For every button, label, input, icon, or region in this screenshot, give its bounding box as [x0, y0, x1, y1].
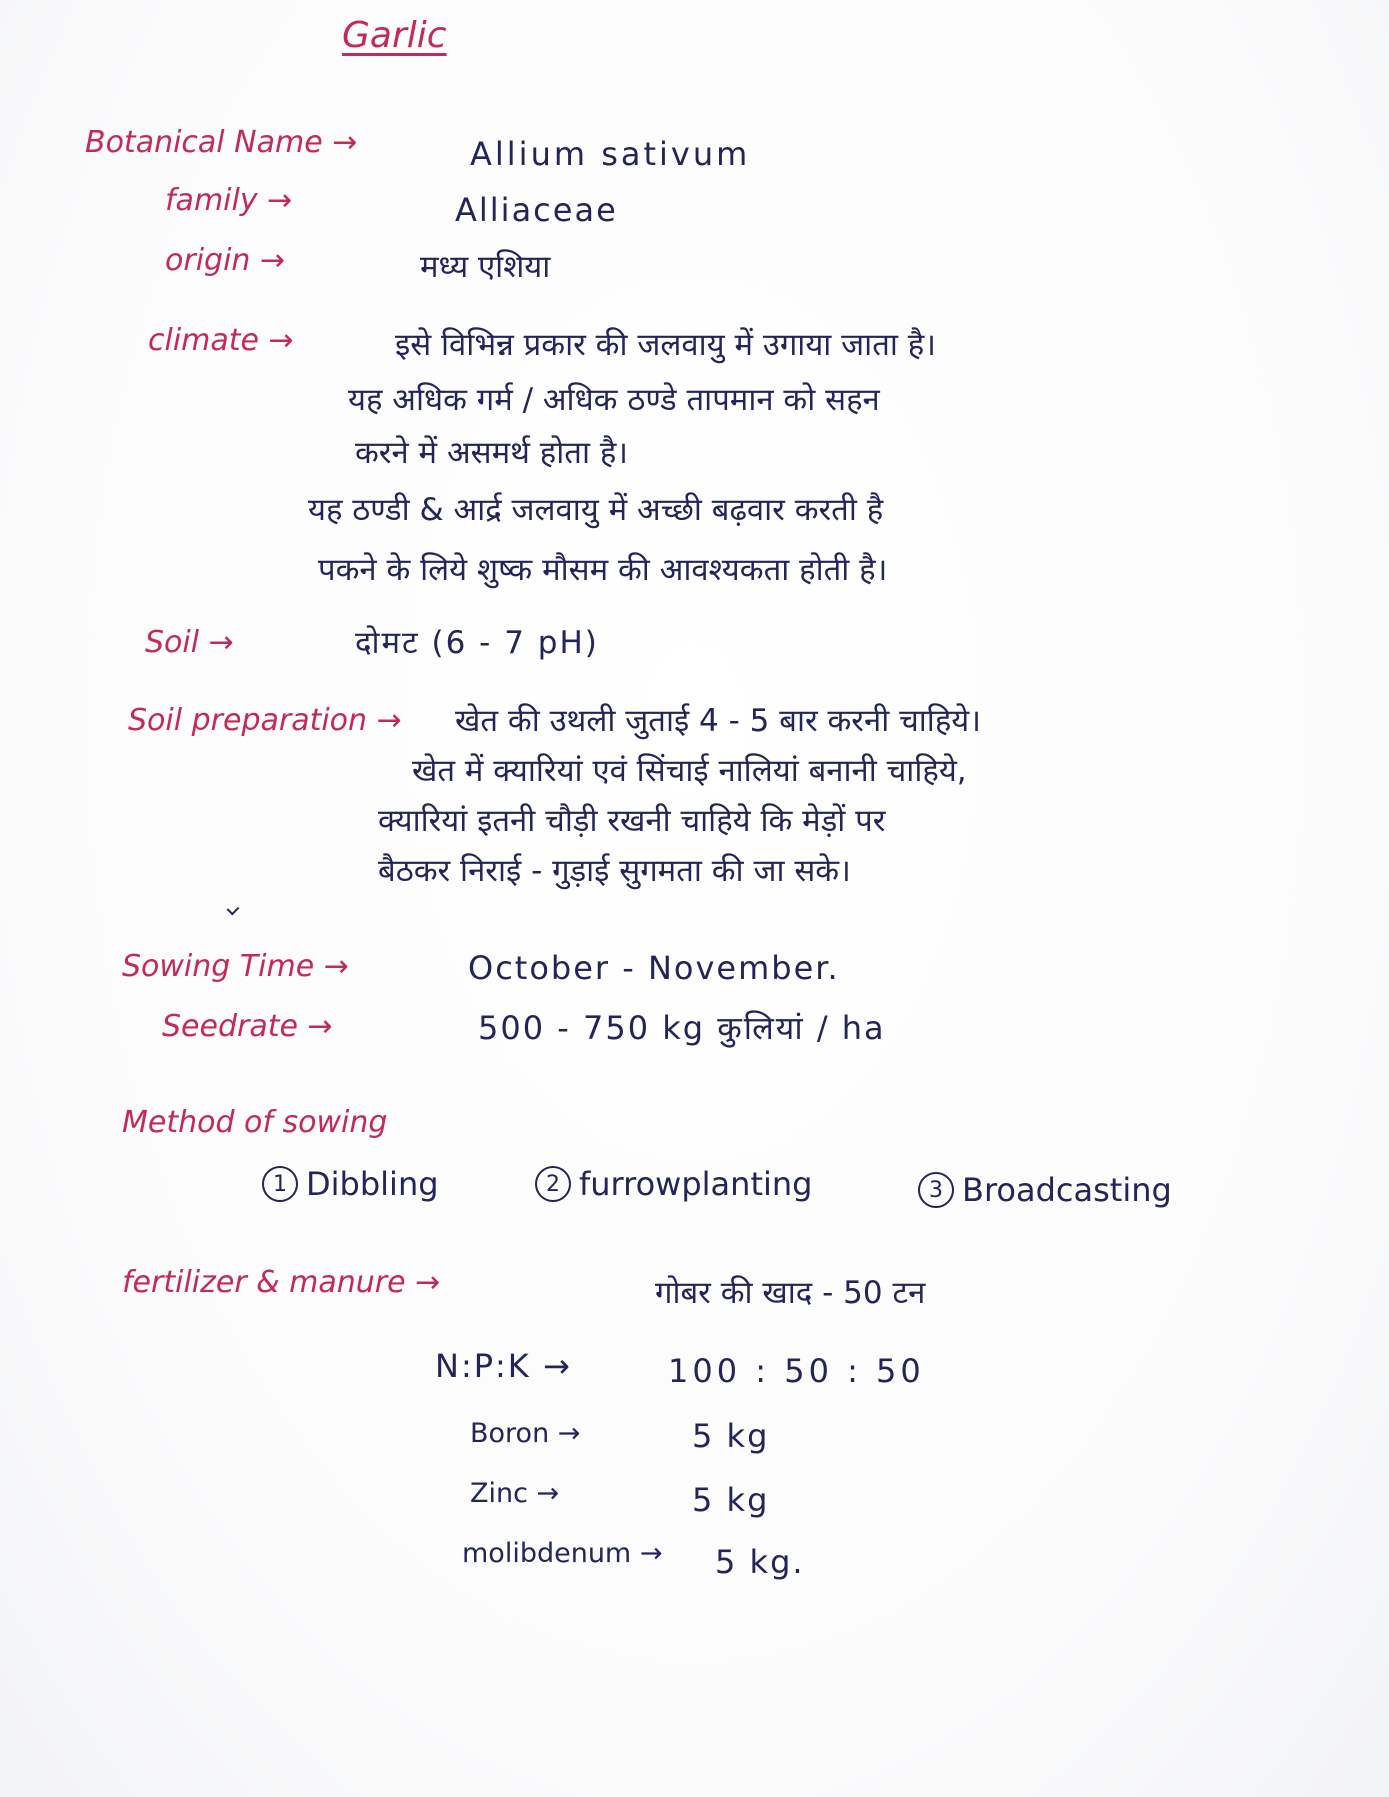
soil-preparation-line-1: खेत की उथली जुताई 4 - 5 बार करनी चाहिये।	[455, 703, 982, 739]
npk-label: N:P:K →	[435, 1347, 572, 1385]
seed-rate-value: 500 - 750 kg कुलियां / ha	[478, 1009, 886, 1047]
zinc-value: 5 kg	[692, 1481, 770, 1519]
sowing-method-item-3	[918, 1170, 1172, 1208]
climate-line-4: यह ठण्डी & आर्द्र जलवायु में अच्छी बढ़वार करती है	[308, 492, 884, 528]
soil-preparation-line-4: बैठकर निराई - गुड़ाई सुगमता की जा सके।	[378, 853, 851, 889]
page-title: Garlic	[342, 15, 447, 56]
origin-value: मध्य एशिया	[420, 249, 551, 285]
family-value: Alliaceae	[455, 191, 618, 229]
climate-line-3: करने में असमर्थ होता है।	[355, 435, 629, 471]
sowing-method-text: Dibbling	[306, 1165, 439, 1203]
family-label: family →	[165, 183, 293, 218]
zinc-label: Zinc →	[470, 1478, 560, 1509]
soil-preparation-line-3: क्यारियां इतनी चौड़ी रखनी चाहिये कि मेड़ों पर	[378, 803, 886, 839]
sowing-time-label: Sowing Time →	[122, 949, 349, 984]
sowing-method-text: furrowplanting	[579, 1165, 813, 1203]
boron-label: Boron →	[470, 1418, 581, 1449]
boron-value: 5 kg	[692, 1417, 770, 1455]
seed-rate-label: Seedrate →	[162, 1009, 333, 1044]
climate-line-1: इसे विभिन्न प्रकार की जलवायु में उगाया जाता है।	[395, 327, 936, 363]
sowing-method-item-1	[262, 1164, 439, 1202]
soil-label: Soil →	[145, 625, 234, 660]
sowing-time-value: October - November.	[468, 949, 840, 987]
sowing-method-item-2	[535, 1164, 812, 1202]
sowing-method-text: Broadcasting	[962, 1171, 1172, 1209]
molybdenum-value: 5 kg.	[715, 1543, 805, 1581]
botanical-name-label: Botanical Name →	[85, 125, 358, 160]
climate-line-5: पकने के लिये शुष्क मौसम की आवश्यकता होती है।	[318, 552, 888, 588]
method-of-sowing-label: Method of sowing	[122, 1105, 388, 1140]
botanical-name-value: Allium sativum	[470, 135, 751, 173]
number-circle: 1	[262, 1166, 298, 1202]
number-circle: 3	[918, 1172, 954, 1208]
tick-mark	[227, 903, 240, 916]
npk-value: 100 : 50 : 50	[668, 1352, 925, 1390]
fertilizer-value: गोबर की खाद - 50 टन	[655, 1275, 926, 1311]
origin-label: origin →	[165, 243, 286, 278]
climate-label: climate →	[148, 323, 294, 358]
soil-value: दोमट (6 - 7 pH)	[355, 625, 599, 661]
molybdenum-label: molibdenum →	[462, 1538, 663, 1569]
climate-line-2: यह अधिक गर्म / अधिक ठण्डे तापमान को सहन	[348, 382, 880, 418]
soil-preparation-label: Soil preparation →	[128, 703, 402, 738]
number-circle: 2	[535, 1166, 571, 1202]
soil-preparation-line-2: खेत में क्यारियां एवं सिंचाई नालियां बनानी चाहिये,	[412, 753, 967, 789]
fertilizer-label: fertilizer & manure →	[122, 1265, 441, 1300]
